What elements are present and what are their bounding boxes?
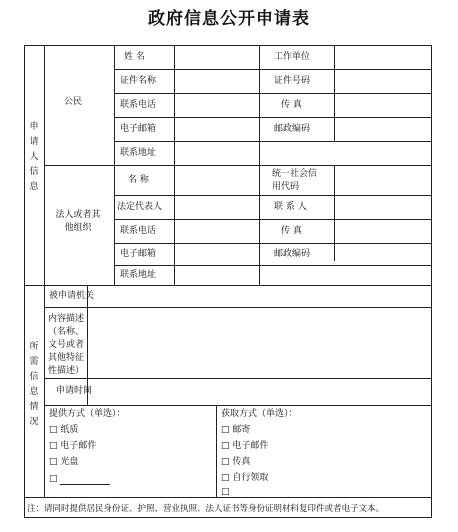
footnote: 注：请同时提供居民身份证、护照、营业执照、法人证书等身份证明材料复印件或者电子文本。 <box>27 504 385 514</box>
contact-person-label: 联 系 人 <box>274 202 307 212</box>
form-border-right <box>431 45 432 518</box>
required-info-label: 所需信息情况 <box>29 342 39 427</box>
org-email-field[interactable] <box>175 244 259 265</box>
org-fax-field[interactable] <box>335 220 431 243</box>
name-field[interactable] <box>175 46 259 69</box>
citizen-address-label: 联系地址 <box>120 148 157 158</box>
id-type-field[interactable] <box>175 70 259 93</box>
work-unit-field[interactable] <box>335 46 431 69</box>
obtain-option-label: 传真 <box>232 457 251 467</box>
checkbox-icon: □ <box>49 474 58 484</box>
org-phone-field[interactable] <box>175 220 259 243</box>
obtain-option-label: 电子邮件 <box>232 441 269 451</box>
date-field[interactable] <box>88 379 431 405</box>
provide-option-disc[interactable] <box>49 457 78 468</box>
description-label: 内容描述（名称、文号或者其他特征性描述） <box>47 314 84 376</box>
blank-line <box>232 488 292 498</box>
date-label: 申请时间 <box>56 386 93 396</box>
credit-code-label: 统一社会信用代码 <box>272 169 318 192</box>
obtain-method-title: 获取方式（单选）： <box>221 409 298 419</box>
org-name-label: 名 称 <box>128 175 149 185</box>
obtain-option-email[interactable] <box>221 441 268 452</box>
checkbox-icon: □ <box>49 425 58 435</box>
citizen-phone-label: 联系电话 <box>120 100 157 110</box>
citizen-address-field[interactable] <box>175 142 431 165</box>
obtain-option-pickup[interactable] <box>221 473 268 484</box>
checkbox-icon: □ <box>221 425 230 435</box>
org-email-label: 电子邮箱 <box>120 249 157 259</box>
checkbox-icon: □ <box>221 473 230 483</box>
checkbox-icon: □ <box>49 457 58 467</box>
checkbox-icon: □ <box>221 441 230 451</box>
agency-field[interactable] <box>88 286 431 307</box>
obtain-option-mail[interactable] <box>221 425 250 436</box>
org-label-1 <box>52 209 104 235</box>
citizen-label: 公民 <box>64 97 83 107</box>
org-fax-label: 传 真 <box>281 226 302 236</box>
legal-rep-label: 法定代表人 <box>117 202 163 212</box>
org-phone-label: 联系电话 <box>120 226 157 236</box>
obtain-option-label: 邮寄 <box>232 425 251 435</box>
citizen-email-field[interactable] <box>175 118 259 141</box>
org-address-label: 联系地址 <box>120 270 157 280</box>
row-line <box>44 405 432 406</box>
provide-option-label: 纸质 <box>60 425 79 435</box>
blank-line <box>60 475 110 485</box>
citizen-fax-label: 传 真 <box>281 100 302 110</box>
org-label: 法人或者其他组织 <box>55 210 101 233</box>
provide-option-email[interactable] <box>49 441 96 452</box>
citizen-postcode-label: 邮政编码 <box>274 124 311 134</box>
col-divider-methods <box>216 405 217 497</box>
agency-label: 被申请机关 <box>49 291 95 301</box>
form-border-left <box>24 45 25 518</box>
name-label: 姓 名 <box>124 52 145 62</box>
work-unit-label: 工作单位 <box>274 52 311 62</box>
id-type-label: 证件名称 <box>120 76 157 86</box>
obtain-option-fax[interactable] <box>221 457 250 468</box>
citizen-fax-field[interactable] <box>335 94 431 117</box>
org-address-field[interactable] <box>175 266 431 285</box>
checkbox-icon: □ <box>221 487 230 497</box>
form-border-bottom <box>24 517 432 518</box>
org-name-field[interactable] <box>175 166 259 195</box>
checkbox-icon: □ <box>221 457 230 467</box>
credit-code-field[interactable] <box>335 166 431 195</box>
legal-rep-field[interactable] <box>175 196 259 219</box>
org-postcode-field[interactable] <box>335 244 431 265</box>
contact-person-field[interactable] <box>335 196 431 219</box>
org-postcode-label: 邮政编码 <box>274 249 311 259</box>
provide-option-paper[interactable] <box>49 425 78 436</box>
checkbox-icon: □ <box>49 441 58 451</box>
citizen-postcode-field[interactable] <box>335 118 431 141</box>
citizen-phone-field[interactable] <box>175 94 259 117</box>
id-number-label: 证件号码 <box>274 76 311 86</box>
provide-option-other[interactable] <box>49 474 110 485</box>
provide-option-label: 光盘 <box>60 457 79 467</box>
col-divider-1 <box>44 45 45 497</box>
provide-method-title: 提供方式（单选）： <box>49 409 126 419</box>
description-field[interactable] <box>88 308 431 378</box>
obtain-option-label: 自行领取 <box>232 473 269 483</box>
provide-option-label: 电子邮件 <box>60 441 97 451</box>
page-title: 政府信息公开申请表 <box>148 9 310 29</box>
applicant-info-label: 申请人信息 <box>29 122 39 192</box>
id-number-field[interactable] <box>335 70 431 93</box>
citizen-email-label: 电子邮箱 <box>120 124 157 134</box>
obtain-option-other[interactable] <box>221 487 292 498</box>
